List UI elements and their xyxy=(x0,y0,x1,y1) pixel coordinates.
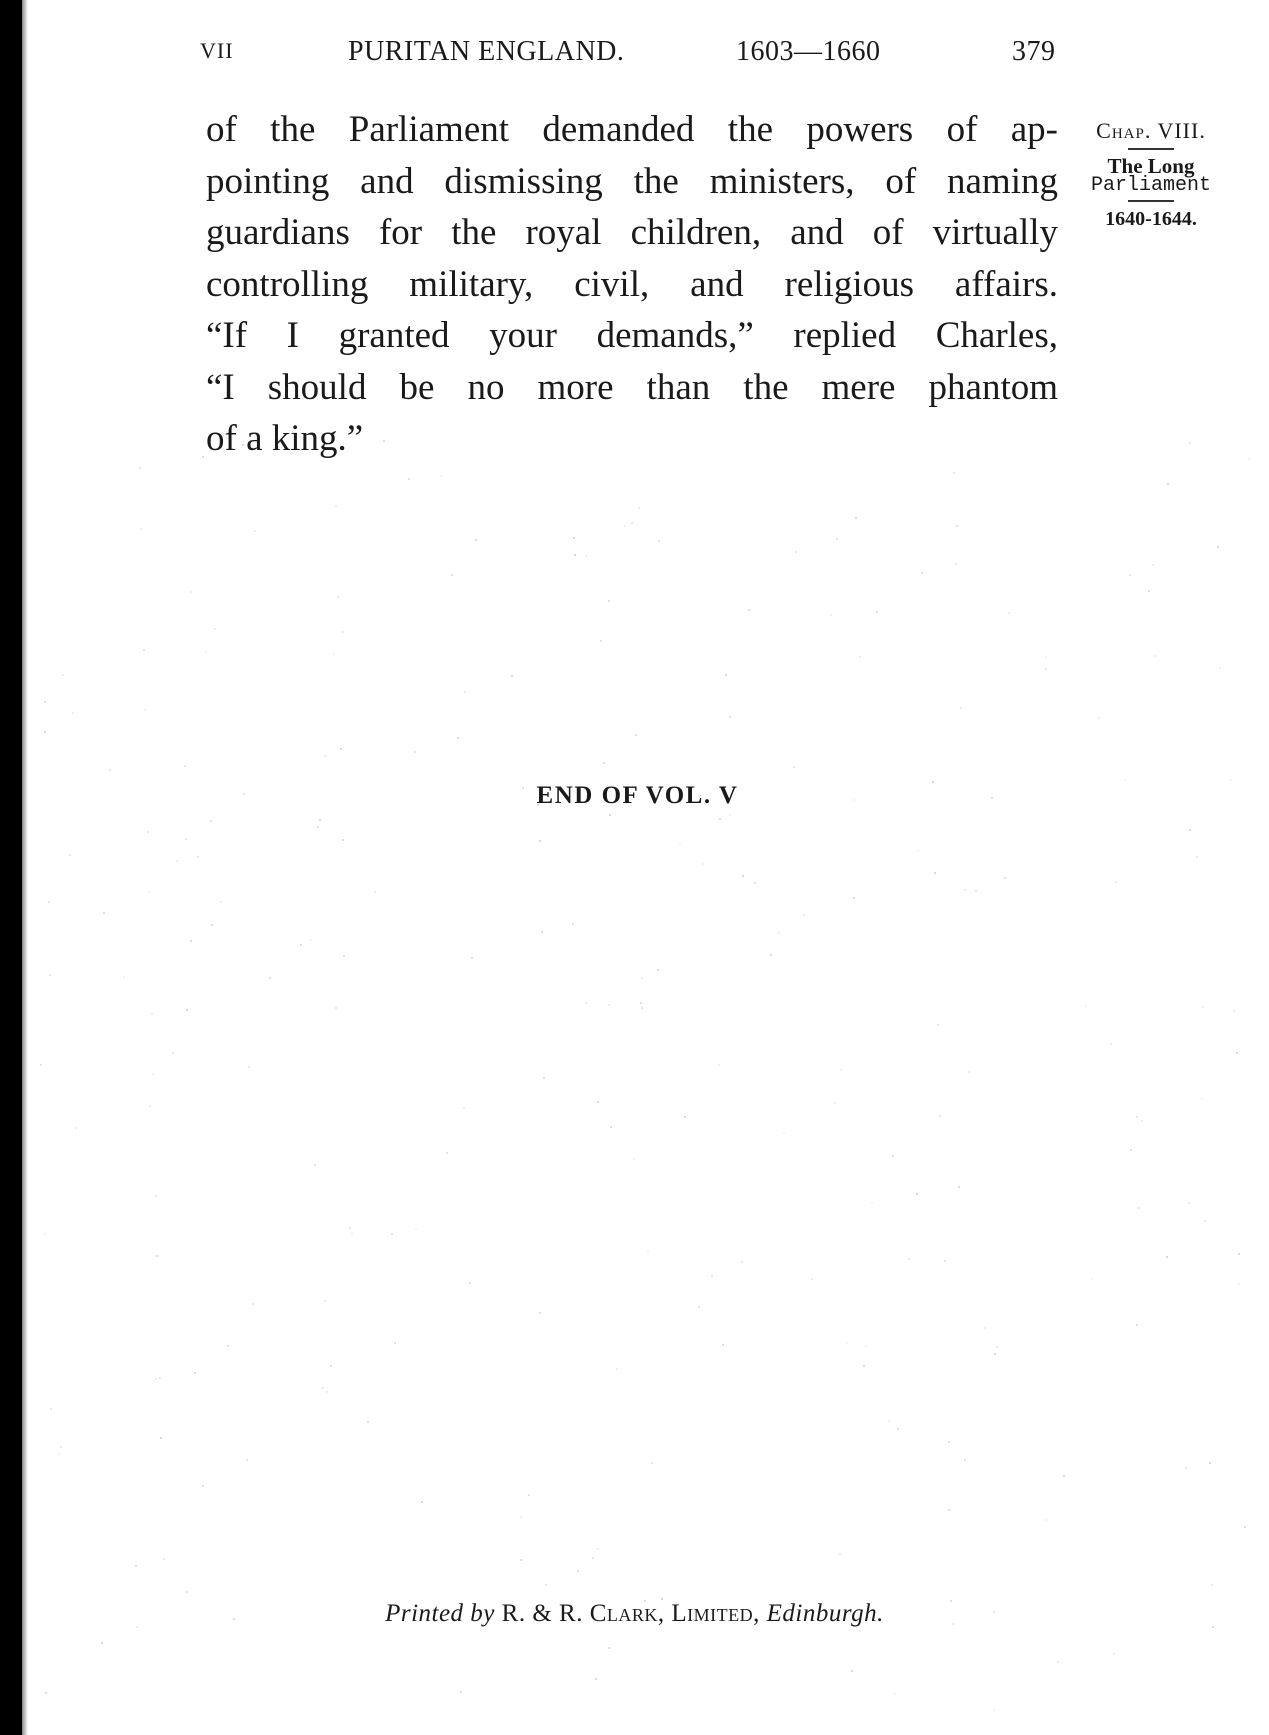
paper-speckle xyxy=(953,472,955,474)
paper-speckle xyxy=(1166,1256,1168,1258)
running-head xyxy=(200,36,1060,76)
paper-speckle xyxy=(545,1584,547,1586)
paper-speckle xyxy=(140,528,142,530)
paper-speckle xyxy=(155,1378,157,1380)
paper-speckle xyxy=(657,969,659,971)
paper-speckle xyxy=(319,819,321,821)
paper-speckle xyxy=(446,1152,448,1154)
paper-speckle xyxy=(463,1107,465,1109)
paper-speckle xyxy=(853,897,855,899)
paper-speckle xyxy=(471,957,473,959)
margin-note-rule xyxy=(1128,200,1174,202)
paper-speckle xyxy=(541,931,543,933)
paper-speckle xyxy=(155,1195,157,1197)
paper-speckle xyxy=(152,1073,154,1075)
paper-speckle xyxy=(633,1158,635,1160)
paper-speckle xyxy=(937,1024,939,1026)
paper-speckle xyxy=(1185,1467,1187,1469)
body-paragraph xyxy=(206,104,1058,465)
paper-speckle xyxy=(742,875,744,877)
paper-speckle xyxy=(908,1258,910,1260)
paper-speckle xyxy=(921,572,923,574)
paper-speckle xyxy=(916,1193,918,1195)
paper-speckle xyxy=(1148,590,1150,592)
body-line: controlling military, civil, and religious affairs. xyxy=(206,263,1058,305)
paper-speckle xyxy=(1167,483,1169,485)
imprint-printer: R. & R. Clark, Limited, xyxy=(501,1600,760,1627)
paper-speckle xyxy=(243,793,245,795)
paper-speckle xyxy=(616,1368,618,1370)
paper-speckle xyxy=(1219,667,1221,669)
paper-speckle xyxy=(679,843,681,845)
paper-speckle xyxy=(147,831,149,833)
running-head-chapter: VII xyxy=(200,38,234,63)
paper-speckle xyxy=(543,1077,545,1079)
paper-speckle xyxy=(1202,1006,1204,1008)
paper-speckle xyxy=(60,1446,62,1448)
paper-speckle xyxy=(1085,1005,1087,1007)
paper-speckle xyxy=(585,1002,587,1004)
paper-speckle xyxy=(202,456,204,458)
paper-speckle xyxy=(1098,717,1100,719)
paper-speckle xyxy=(865,1345,867,1347)
paper-speckle xyxy=(944,1260,946,1262)
paper-speckle xyxy=(754,882,756,884)
paper-speckle xyxy=(859,656,861,658)
paper-speckle xyxy=(722,1344,724,1346)
paper-speckle xyxy=(939,1115,941,1117)
paper-speckle xyxy=(190,591,192,593)
margin-note-section-line1: The Long xyxy=(1107,154,1195,178)
paper-speckle xyxy=(960,707,962,709)
paper-speckle xyxy=(917,850,919,852)
paper-speckle xyxy=(1110,1043,1112,1045)
paper-speckle xyxy=(1091,1278,1093,1280)
paper-speckle xyxy=(846,1342,848,1344)
paper-speckle xyxy=(1209,1462,1211,1464)
paper-speckle xyxy=(159,1377,161,1379)
paper-speckle xyxy=(144,709,146,711)
paper-speckle xyxy=(457,737,459,739)
paper-speckle xyxy=(143,649,145,651)
paper-speckle xyxy=(40,1064,42,1066)
paper-speckle xyxy=(44,731,46,733)
paper-speckle xyxy=(964,889,966,891)
paper-speckle xyxy=(248,1066,250,1068)
paper-speckle xyxy=(610,1126,612,1128)
paper-speckle xyxy=(770,954,772,956)
page-spine-edge xyxy=(22,0,28,1735)
paper-speckle xyxy=(609,814,611,816)
paper-speckle xyxy=(351,1233,353,1235)
paper-speckle xyxy=(698,1306,700,1308)
paper-speckle xyxy=(343,955,345,957)
paper-speckle xyxy=(408,478,410,480)
paper-speckle xyxy=(464,691,466,693)
paper-speckle xyxy=(748,609,750,611)
running-head-title: PURITAN ENGLAND. xyxy=(348,36,625,67)
paper-speckle xyxy=(460,1691,462,1693)
paper-speckle xyxy=(793,766,795,768)
paper-speckle xyxy=(539,1312,541,1314)
paper-speckle xyxy=(955,563,957,565)
paper-speckle xyxy=(172,1052,174,1054)
paper-speckle xyxy=(469,1282,471,1284)
paper-speckle xyxy=(1136,1324,1138,1326)
paper-speckle xyxy=(324,755,326,757)
printer-imprint xyxy=(0,1600,1269,1628)
paper-speckle xyxy=(197,856,199,858)
paper-speckle xyxy=(834,1102,836,1104)
paper-speckle xyxy=(227,1345,229,1347)
paper-speckle xyxy=(135,1565,137,1567)
paper-speckle xyxy=(1230,779,1232,781)
paper-speckle xyxy=(367,1421,369,1423)
paper-speckle xyxy=(811,1278,813,1280)
paper-speckle xyxy=(1008,612,1010,614)
paper-speckle xyxy=(324,1300,326,1302)
paper-speckle xyxy=(631,522,633,524)
paper-speckle xyxy=(595,1678,597,1680)
paper-speckle xyxy=(603,762,605,764)
paper-speckle xyxy=(310,939,312,941)
paper-speckle xyxy=(246,1459,248,1461)
paper-speckle xyxy=(220,901,222,903)
paper-speckle xyxy=(1057,1661,1059,1663)
paper-speckle xyxy=(948,1509,950,1511)
paper-speckle xyxy=(1136,1116,1138,1118)
paper-speckle xyxy=(608,600,610,602)
paper-speckle xyxy=(1130,1149,1132,1151)
paper-speckle xyxy=(214,628,216,630)
paper-speckle xyxy=(975,890,977,892)
paper-speckle xyxy=(69,854,71,856)
paper-speckle xyxy=(1238,1283,1240,1285)
paper-speckle xyxy=(1233,1010,1235,1012)
paper-speckle xyxy=(795,551,797,553)
paper-speckle xyxy=(1248,458,1250,460)
paper-speckle xyxy=(600,640,602,642)
paper-speckle xyxy=(75,1127,77,1129)
paper-speckle xyxy=(964,1459,966,1461)
paper-speckle xyxy=(335,505,337,507)
paper-speckle xyxy=(440,475,442,477)
paper-speckle xyxy=(322,1387,324,1389)
margin-note-section-line2: Parliament xyxy=(1090,174,1212,197)
page-number: 379 xyxy=(1012,36,1056,67)
paper-speckle xyxy=(62,674,64,676)
paper-speckle xyxy=(160,1437,162,1439)
paper-speckle xyxy=(50,1408,52,1410)
paper-speckle xyxy=(836,538,838,540)
paper-speckle xyxy=(520,1559,522,1561)
paper-speckle xyxy=(269,977,271,979)
paper-speckle xyxy=(186,1009,188,1011)
paper-speckle xyxy=(163,1558,165,1560)
paper-speckle xyxy=(574,554,576,556)
paper-speckle xyxy=(415,1228,417,1230)
paper-speckle xyxy=(184,765,186,767)
imprint-place: Edinburgh. xyxy=(766,1600,884,1627)
paper-speckle xyxy=(1141,1120,1143,1122)
paper-speckle xyxy=(44,701,46,703)
paper-speckle xyxy=(314,1164,316,1166)
paper-speckle xyxy=(210,820,212,822)
paper-speckle xyxy=(300,944,302,946)
paper-speckle xyxy=(522,787,524,789)
paper-speckle xyxy=(342,631,344,633)
paper-speckle xyxy=(48,901,50,903)
paper-speckle xyxy=(211,924,213,926)
paper-speckle xyxy=(340,748,342,750)
paper-speckle xyxy=(475,539,477,541)
paper-speckle xyxy=(729,716,731,718)
paper-speckle xyxy=(1204,1220,1206,1222)
margin-note-chapter: Chap. VIII. xyxy=(1096,118,1206,143)
paper-speckle xyxy=(597,1101,599,1103)
paper-speckle xyxy=(335,1007,337,1009)
paper-speckle xyxy=(993,1611,995,1613)
paper-speckle xyxy=(1129,574,1131,576)
paper-speckle xyxy=(1138,1207,1140,1209)
paper-speckle xyxy=(993,1709,995,1711)
paper-speckle xyxy=(592,1557,594,1559)
paper-speckle xyxy=(1196,856,1198,858)
paper-speckle xyxy=(651,1462,653,1464)
paper-speckle xyxy=(1188,1202,1190,1204)
paper-speckle xyxy=(1004,877,1006,879)
paper-speckle xyxy=(49,974,51,976)
paper-speckle xyxy=(103,912,105,914)
paper-speckle xyxy=(894,1693,896,1695)
paper-speckle xyxy=(711,1275,713,1277)
paper-speckle xyxy=(641,977,643,979)
paper-speckle xyxy=(1045,668,1047,670)
paper-speckle xyxy=(996,1346,998,1348)
paper-speckle xyxy=(647,1250,649,1252)
paper-speckle xyxy=(871,1202,873,1204)
body-line: pointing and dismissing the ministers, of naming xyxy=(206,160,1058,202)
paper-speckle xyxy=(994,1353,996,1355)
paper-speckle xyxy=(840,1069,842,1071)
paper-speckle xyxy=(1063,1475,1065,1477)
paper-speckle xyxy=(44,1233,46,1235)
paper-speckle xyxy=(539,840,541,842)
paper-speckle xyxy=(855,517,857,519)
paper-speckle xyxy=(658,540,660,542)
paper-speckle xyxy=(123,976,125,978)
paper-speckle xyxy=(876,611,878,613)
paper-speckle xyxy=(1152,564,1154,566)
imprint-prefix: Printed by xyxy=(385,1600,495,1627)
paper-speckle xyxy=(511,675,513,677)
paper-speckle xyxy=(414,751,416,753)
paper-speckle xyxy=(520,1516,522,1518)
end-of-volume-marker: END OF VOL. V xyxy=(536,782,739,809)
paper-speckle xyxy=(851,1670,853,1672)
paper-speckle xyxy=(1189,442,1191,444)
paper-speckle xyxy=(1154,655,1156,657)
margin-note xyxy=(1066,118,1236,231)
paper-speckle xyxy=(194,1372,196,1374)
paper-speckle xyxy=(1045,1519,1047,1521)
paper-speckle xyxy=(597,1548,599,1550)
paper-speckle xyxy=(1238,1253,1240,1255)
paper-speckle xyxy=(151,1013,153,1015)
paper-speckle xyxy=(608,1004,610,1006)
paper-speckle xyxy=(741,1261,743,1263)
paper-speckle xyxy=(254,530,256,532)
paper-speckle xyxy=(394,1342,396,1344)
paper-speckle xyxy=(641,1007,643,1009)
paper-speckle xyxy=(830,614,832,616)
paper-speckle xyxy=(803,914,805,916)
paper-speckle xyxy=(109,769,111,771)
paper-speckle xyxy=(45,1692,47,1694)
paper-speckle xyxy=(139,467,141,469)
paper-speckle xyxy=(333,653,335,655)
paper-speckle xyxy=(1236,1052,1238,1054)
paper-speckle xyxy=(148,891,150,893)
paper-speckle xyxy=(1217,546,1219,548)
paper-speckle xyxy=(176,860,178,862)
paper-speckle xyxy=(1244,1526,1246,1528)
paper-speckle xyxy=(342,839,344,841)
paper-speckle xyxy=(684,1116,686,1118)
page-spine-shadow xyxy=(0,0,22,1735)
paper-speckle xyxy=(1045,656,1047,658)
paper-speckle xyxy=(638,507,640,509)
paper-speckle xyxy=(783,1132,785,1134)
paper-speckle xyxy=(577,1570,579,1572)
paper-speckle xyxy=(421,1501,423,1503)
paper-speckle xyxy=(624,525,626,527)
paper-speckle xyxy=(1189,829,1191,831)
paper-speckle xyxy=(585,555,587,557)
paper-speckle xyxy=(190,940,192,942)
body-line: of the Parliament demanded the powers of ap- xyxy=(206,109,1058,150)
paper-speckle xyxy=(156,1255,158,1257)
paper-speckle xyxy=(573,537,575,539)
paper-speckle xyxy=(984,1327,986,1329)
running-head-dates: 1603—1660 xyxy=(736,36,881,67)
paper-speckle xyxy=(233,1618,235,1620)
body-line: of a king.” xyxy=(206,418,364,459)
paper-speckle xyxy=(58,1453,60,1455)
paper-speckle xyxy=(391,1233,393,1235)
paper-speckle xyxy=(725,674,727,676)
body-line: “If I granted your demands,” replied Charles, xyxy=(206,315,1058,356)
paper-speckle xyxy=(330,1365,332,1367)
margin-note-section xyxy=(1066,156,1236,196)
paper-speckle xyxy=(1212,1626,1214,1628)
paper-speckle xyxy=(1201,1098,1203,1100)
paper-speckle xyxy=(202,1485,204,1487)
paper-speckle xyxy=(635,734,637,736)
paper-speckle xyxy=(729,814,731,816)
margin-note-rule xyxy=(1128,148,1174,150)
paper-speckle xyxy=(956,525,958,527)
margin-note-years: 1640-1644. xyxy=(1105,208,1197,230)
paper-speckle xyxy=(719,818,721,820)
paper-speckle xyxy=(149,1105,151,1107)
paper-speckle xyxy=(892,1155,894,1157)
paper-speckle xyxy=(349,1227,351,1229)
paper-speckle xyxy=(958,1186,960,1188)
paper-speckle xyxy=(888,1420,890,1422)
paper-speckle xyxy=(718,1064,720,1066)
paper-speckle xyxy=(1113,1653,1115,1655)
paper-speckle xyxy=(897,1428,899,1430)
paper-speckle xyxy=(374,891,376,893)
paper-speckle xyxy=(572,923,574,925)
paper-speckle xyxy=(948,1441,950,1443)
paper-speckle xyxy=(337,596,339,598)
paper-speckle xyxy=(72,712,74,714)
paper-speckle xyxy=(186,1591,188,1593)
paper-speckle xyxy=(1115,881,1117,883)
paper-speckle xyxy=(1124,779,1126,781)
paper-speckle xyxy=(608,1647,610,1649)
paper-speckle xyxy=(640,1002,642,1004)
paper-speckle xyxy=(451,574,453,576)
paper-speckle xyxy=(317,826,319,828)
paper-speckle xyxy=(968,1071,970,1073)
paper-speckle xyxy=(326,1391,328,1393)
paper-speckle xyxy=(863,1365,865,1367)
paper-speckle xyxy=(1211,1584,1213,1586)
paper-speckle xyxy=(252,1303,254,1305)
paper-speckle xyxy=(528,1494,530,1496)
paper-speckle xyxy=(205,651,207,653)
paper-speckle xyxy=(644,1600,646,1602)
body-line: “I should be no more than the mere phantom xyxy=(206,366,1058,408)
paper-speckle xyxy=(185,838,187,840)
paper-speckle xyxy=(702,863,704,865)
paper-speckle xyxy=(934,872,936,874)
body-line: guardians for the royal children, and of virtually xyxy=(206,212,1058,253)
paper-speckle xyxy=(859,1630,861,1632)
paper-speckle xyxy=(950,1600,952,1602)
paper-speckle xyxy=(101,1642,103,1644)
paper-speckle xyxy=(778,932,780,934)
paper-speckle xyxy=(839,1553,841,1555)
